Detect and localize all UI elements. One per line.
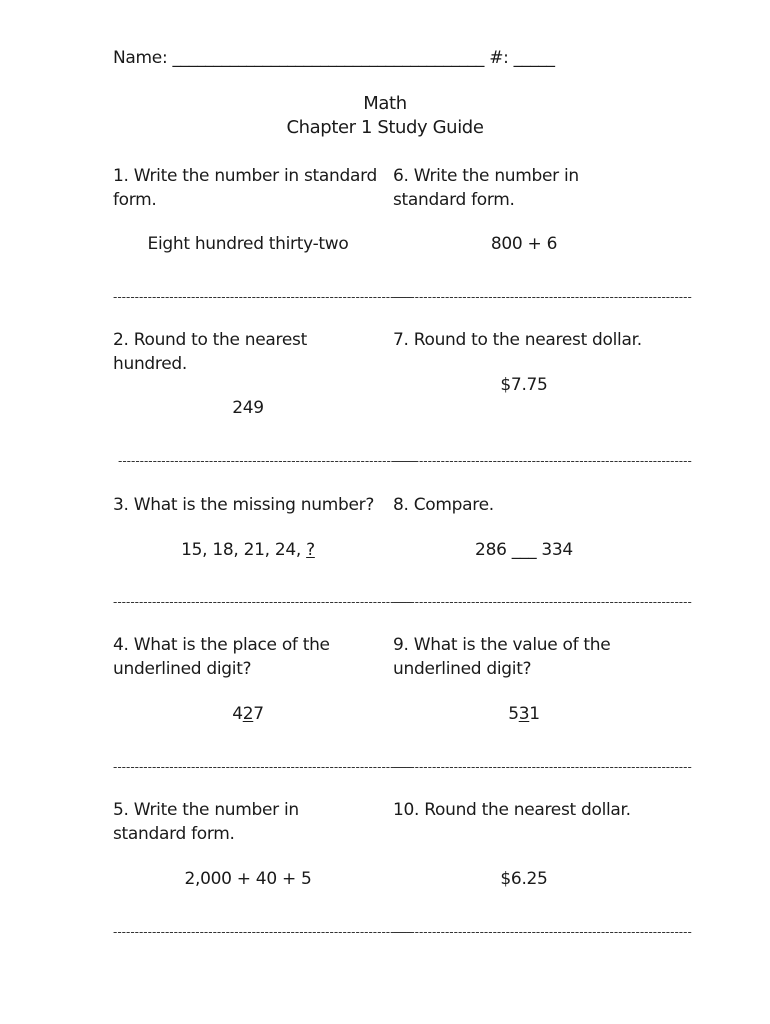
question-7-answer-line: --------------------------------------------------------------------- bbox=[393, 454, 692, 468]
page-title: Chapter 1 Study Guide bbox=[286, 117, 484, 138]
missing-number-underline: ? bbox=[306, 540, 315, 560]
question-2-answer-line: --------------------------------------------------------------------- bbox=[118, 454, 417, 468]
question-3-value: 15, 18, 21, 24, ? bbox=[181, 540, 315, 560]
question-5-value: 2,000 + 40 + 5 bbox=[184, 869, 312, 889]
question-10-answer-line: --------------------------------------------------------------------- bbox=[393, 925, 692, 939]
question-8-value: 286 ___ 334 bbox=[475, 540, 573, 560]
question-6-prompt: 6. Write the number in standard form. bbox=[393, 166, 579, 210]
question-4-value: 427 bbox=[232, 704, 264, 724]
question-1-value: Eight hundred thirty-two bbox=[147, 234, 349, 254]
question-9-value: 531 bbox=[508, 704, 540, 724]
question-9-answer-line: --------------------------------------------------------------------- bbox=[393, 760, 692, 774]
question-9-prompt: 9. What is the value of the underlined digit? bbox=[393, 635, 611, 679]
question-2-prompt: 2. Round to the nearest hundred. bbox=[113, 330, 307, 374]
question-7-value: $7.75 bbox=[500, 375, 548, 395]
question-7-prompt: 7. Round to the nearest dollar. bbox=[393, 330, 642, 350]
underlined-digit: 3 bbox=[518, 704, 530, 724]
question-5-answer-line: --------------------------------------------------------------------- bbox=[113, 925, 412, 939]
question-3-answer-line: --------------------------------------------------------------------- bbox=[113, 595, 412, 609]
question-6-value: 800 + 6 bbox=[490, 234, 558, 254]
question-8-answer-line: --------------------------------------------------------------------- bbox=[393, 595, 692, 609]
underlined-digit: 2 bbox=[242, 704, 254, 724]
question-3-prompt: 3. What is the missing number? bbox=[113, 495, 375, 515]
question-1-answer-line: --------------------------------------------------------------------- bbox=[113, 290, 412, 304]
question-10-value: $6.25 bbox=[500, 869, 548, 889]
question-1-prompt: 1. Write the number in standard form. bbox=[113, 166, 377, 210]
question-10-prompt: 10. Round the nearest dollar. bbox=[393, 800, 631, 820]
question-8-prompt: 8. Compare. bbox=[393, 495, 494, 515]
question-4-answer-line: --------------------------------------------------------------------- bbox=[113, 760, 412, 774]
question-2-value: 249 bbox=[232, 398, 264, 418]
question-6-answer-line: --------------------------------------------------------------------- bbox=[393, 290, 692, 304]
name-number-line: Name: ______________________________________ #: _____ bbox=[113, 48, 555, 68]
subject-title: Math bbox=[363, 93, 407, 114]
question-4-prompt: 4. What is the place of the underlined digit? bbox=[113, 635, 330, 679]
question-5-prompt: 5. Write the number in standard form. bbox=[113, 800, 299, 844]
